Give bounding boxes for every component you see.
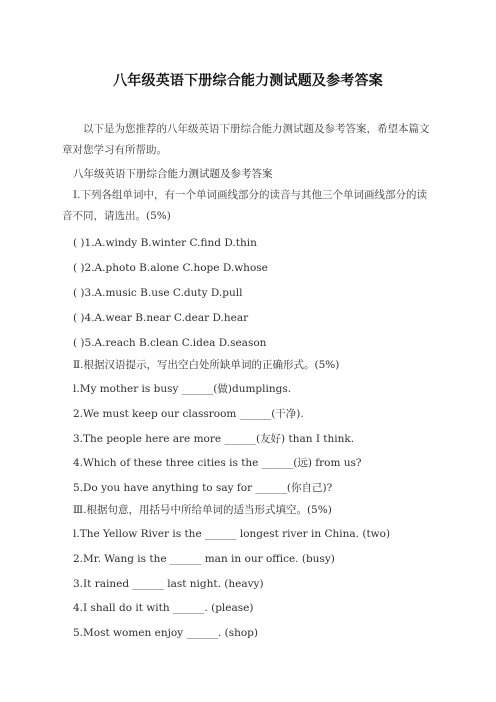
section3-item-5: 5.Most women enjoy ______. (shop) (73, 627, 259, 639)
section3-heading: Ⅲ.根据句意，用括号中所给单词的适当形式填空。(5%) (73, 504, 332, 516)
section3-item-2: 2.Mr. Wang is the ______ man in our office. (busy) (73, 553, 335, 565)
section3-item-1: l.The Yellow River is the ______ longest river in China. (two) (73, 528, 391, 540)
section2-item-3: 3.The people here are more ______(友好) than I think. (73, 433, 355, 445)
section3-item-4: 4.I shall do it with ______. (please) (73, 602, 254, 614)
document-subtitle: 八年级英语下册综合能力测试题及参考答案 (73, 168, 273, 180)
section1-item-4: ( )4.A.wear B.near C.dear D.hear (73, 312, 249, 324)
section1-item-1: ( )1.A.windy B.winter C.find D.thin (73, 237, 257, 249)
section2-item-1: l.My mother is busy ______(做)dumplings. (73, 383, 292, 395)
section1-item-2: ( )2.A.photo B.alone C.hope D.whose (73, 262, 268, 274)
section2-item-2: 2.We must keep our classroom ______(干净). (73, 408, 304, 420)
section1-item-3: ( )3.A.music B.use C.duty D.pull (73, 287, 243, 299)
section2-item-5: 5.Do you have anything to say for ______(你自己)? (73, 482, 333, 494)
section3-item-3: 3.It rained ______ last night. (heavy) (73, 578, 264, 590)
section1-heading: Ⅰ.下列各组单词中，有一个单词画线部分的读音与其他三个单词画线部分的读音不同，请选出。(5%) (62, 189, 427, 222)
section1-item-5: ( )5.A.reach B.clean C.idea D.season (73, 337, 267, 349)
intro-paragraph: 以下是为您推荐的八年级英语下册综合能力测试题及参考答案，希望本篇文章对您学习有所帮助。 (62, 123, 430, 156)
section2-heading: Ⅱ.根据汉语提示，写出空白处所缺单词的正确形式。(5%) (73, 359, 340, 371)
section2-item-4: 4.Which of these three cities is the ______(远) from us? (73, 457, 362, 469)
document-title: 八年级英语下册综合能力测试题及参考答案 (113, 73, 383, 89)
